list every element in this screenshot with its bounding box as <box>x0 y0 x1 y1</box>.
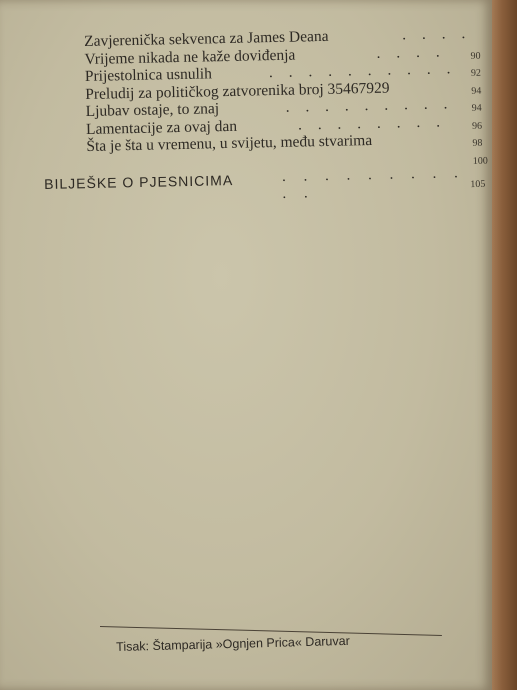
toc-entry-page: 100 <box>472 155 488 167</box>
toc-entry-title: Vrijeme nikada ne kaže doviđenja <box>84 46 296 68</box>
toc-entry-title: Ljubav ostaje, to znaj <box>85 100 220 120</box>
toc-entry-title: Preludij za političkog zatvorenika broj 35467929 <box>85 79 390 103</box>
toc-entry-page: 94 <box>471 102 482 114</box>
toc-entry-title: Prijestolnica usnulih <box>84 65 213 85</box>
toc-entry-page: 92 <box>470 67 482 79</box>
notes-entry-page: 105 <box>470 178 486 191</box>
toc-entry-leader: . . . . . . . . <box>297 112 447 134</box>
toc-entry-leader: . . . . <box>376 42 446 62</box>
toc-entry-page: 94 <box>471 85 482 97</box>
toc-entry-leader: . . . . <box>401 24 472 44</box>
printer-imprint: Tisak: Štamparija »Ognjen Prica« Daruvar <box>116 633 350 654</box>
footer-rule <box>100 626 442 636</box>
toc-entry-page: 90 <box>470 50 481 62</box>
table-of-contents <box>84 25 487 173</box>
toc-entry-leader: . . . . . . . . . <box>285 95 454 116</box>
toc-entry-title: Lamentacije za ovaj dan <box>85 117 238 138</box>
notes-entry-leader: . . . . . . . . . . . <box>281 165 465 203</box>
toc-entry-page: 96 <box>471 120 483 132</box>
book-edge <box>492 0 517 690</box>
notes-entry-title: BILJEŠKE O PJESNICIMA <box>44 172 234 192</box>
toc-entry-page: 98 <box>472 137 483 149</box>
toc-entry-leader: . . . . . . . . . . <box>268 60 457 82</box>
toc-entry-title: Zavjerenička sekvenca za James Deana <box>84 27 329 50</box>
toc-entry-title: Šta je šta u vremenu, u svijetu, među stvarima <box>86 131 373 155</box>
